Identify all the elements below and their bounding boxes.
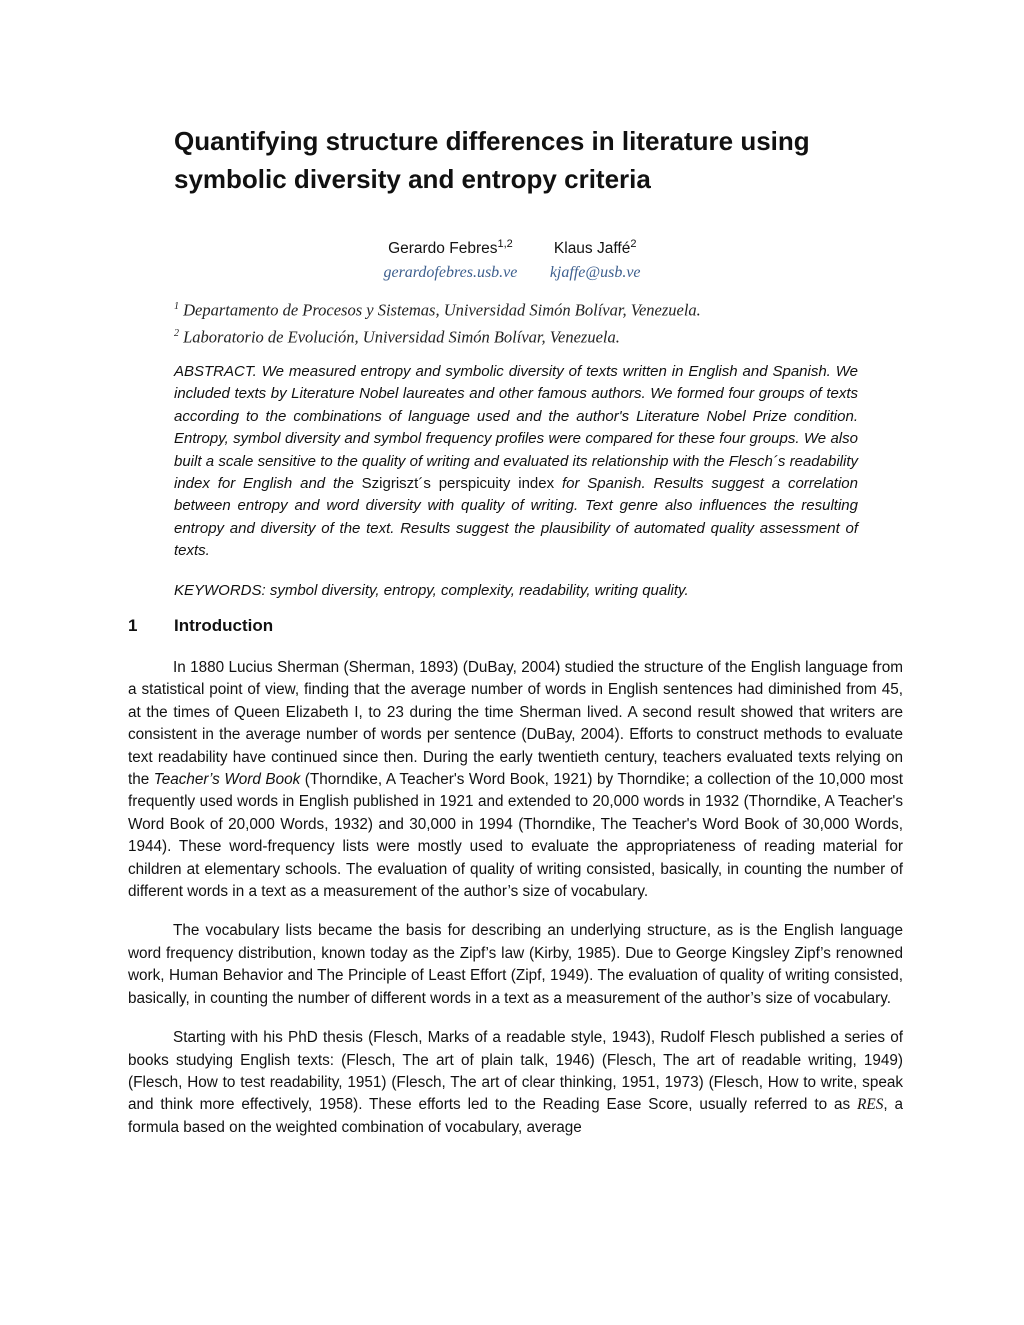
section-number: 1 (128, 616, 138, 635)
paragraph-1: In 1880 Lucius Sherman (Sherman, 1893) (DuBay, 2004) studied the structure of the English language from a statistical point of view, finding that the average number of words in English sentences had diminished from 45, at the times of Queen Elizabeth I, to 23 during the time Sherman lived. A second result showed that writers are consistent in the average number of words per sentence (DuBay, 2004). Efforts to construct methods to evaluate text readability have continued since then. During the early twentieth century, teachers evaluated texts relying on the Teacher’s Word Book (Thorndike, A Teacher's Word Book, 1921) by Thorndike; a collection of the 10,000 most frequently used words in English published in 1921 and extended to 20,000 words in 1932 (Thorndike, A Teacher's Word Book of 20,000 Words, 1932) and 30,000 in 1994 (Thorndike, The Teacher's Word Book of 30,000 Words, 1944). These word-frequency lists were mostly used to evaluate the appropriateness of reading material for children at elementary schools. The evaluation of quality of writing consisted, basically, in counting the number of different words in a text as a measurement of the author’s size of vocabulary. (128, 659, 903, 901)
author-2-name: Klaus Jaffé$^2$ (553, 238, 637, 258)
res-symbol: RES (857, 1096, 884, 1114)
section-title: Introduction (174, 616, 274, 635)
paper-title: Quantifying structure differences in literature using symbolic diversity and entropy criteria (174, 126, 810, 194)
author-2-email: kjaffe@usb.ve (549, 264, 641, 282)
abstract: ABSTRACT. We measured entropy and symbolic diversity of texts written in English and Spanish. We included texts by Literature Nobel laureates and other famous authors. We formed four groups of texts according to the combinations of language used and the author's Literature Nobel Prize condition. Entropy, symbol diversity and symbol frequency profiles were compared for these four groups. We also built a scale sensitive to the quality of writing and evaluated its relationship with the Flesch´s readability index for English and the Szigriszt´s perspicuity index for Spanish. Results suggest a correlation between entropy and word diversity with quality of writing. Text genre also influences the resulting entropy and diversity of the text. Results suggest the plausibility of automated quality assessment of texts. (174, 363, 858, 560)
affiliation-1: $^1$ Departamento de Procesos y Sistemas, Universidad Simón Bolívar, Venezuela. (174, 300, 701, 320)
paragraph-3: Starting with his PhD thesis (Flesch, Marks of a readable style, 1943), Rudolf Flesch published a series of books studying English texts: (Flesch, The art of plain talk, 1946) (Flesch, The art of readable writing, 1949) (Flesch, How to test readability, 1951) (Flesch, The art of clear thinking, 1951, 1973) (Flesch, How to write, speak and think more effectively, 1958). These efforts led to the Reading Ease Score, usually referred to as RES, a formula based on the weighted combination of vocabulary, average (128, 1029, 904, 1136)
body-text (128, 657, 903, 1156)
author-1-email: gerardofebres.usb.ve (383, 264, 518, 282)
author-2 (550, 232, 641, 285)
keywords: KEYWORDS: symbol diversity, entropy, complexity, readability, writing quality. (174, 582, 689, 599)
author-block (0, 232, 1024, 285)
affiliation-2: $^2$ Laboratorio de Evolución, Universidad Simón Bolívar, Venezuela. (174, 327, 620, 346)
author-1 (383, 232, 517, 285)
affiliations (174, 295, 874, 348)
paragraph-2: The vocabulary lists became the basis for describing an underlying structure, as is the English language word frequency distribution, known today as the Zipf’s law (Kirby, 1985). Due to George Kingsley Zipf’s renowned work, Human Behavior and The Principle of Least Effort (Zipf, 1949). The evaluation of quality of writing consisted, basically, in counting the number of different words in a text as a measurement of the author’s size of vocabulary. (128, 922, 903, 1007)
section-heading-introduction (128, 614, 273, 638)
author-1-name: Gerardo Febres$^{1,2}$ (388, 238, 513, 258)
